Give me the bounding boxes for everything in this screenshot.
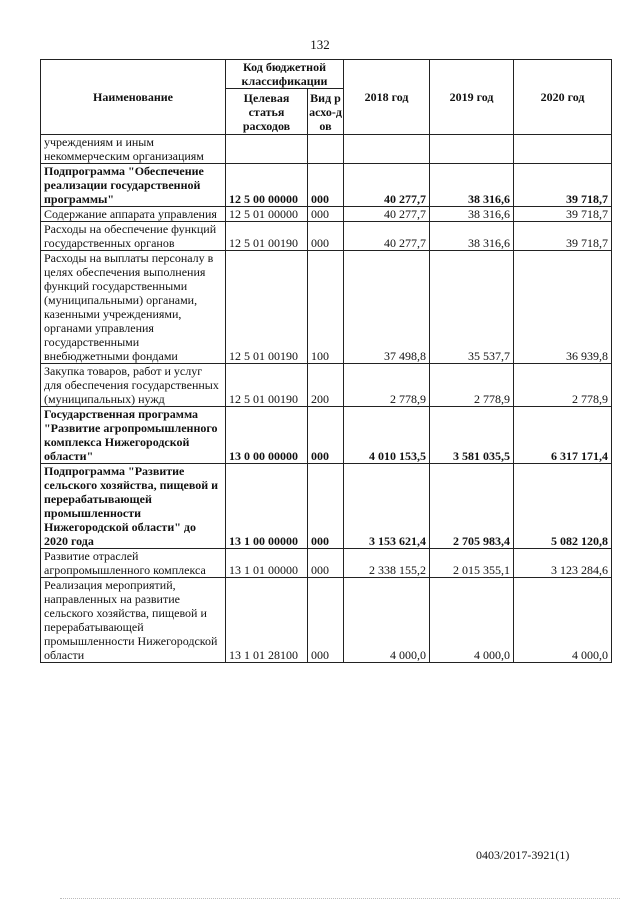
row-value-2018: 2 338 155,2 — [344, 549, 430, 578]
row-value-2018 — [344, 135, 430, 164]
row-target-article: 12 5 01 00190 — [226, 251, 308, 364]
table-row — [41, 222, 612, 251]
row-value-2020: 6 317 171,4 — [514, 407, 612, 464]
row-value-2018: 2 778,9 — [344, 364, 430, 407]
row-target-article: 12 5 01 00190 — [226, 222, 308, 251]
row-value-2019: 2 015 355,1 — [430, 549, 514, 578]
table-row — [41, 207, 612, 222]
row-value-2020: 39 718,7 — [514, 207, 612, 222]
table-row — [41, 407, 612, 464]
row-name: Подпрограмма "Обеспечение реализации государственной программы" — [41, 164, 226, 207]
row-target-article: 12 5 00 00000 — [226, 164, 308, 207]
table-body — [41, 135, 612, 663]
row-value-2018: 40 277,7 — [344, 222, 430, 251]
row-value-2018: 40 277,7 — [344, 207, 430, 222]
document-code: 0403/2017-3921(1) — [476, 848, 570, 862]
header-2020: 2020 год — [514, 60, 612, 135]
row-value-2020 — [514, 135, 612, 164]
row-expense-kind: 000 — [308, 549, 344, 578]
header-expense-kind: Вид расхо-дов — [309, 90, 342, 133]
row-value-2020: 39 718,7 — [514, 164, 612, 207]
row-value-2019: 2 778,9 — [430, 364, 514, 407]
row-value-2020: 4 000,0 — [514, 578, 612, 663]
row-target-article: 13 1 01 00000 — [226, 549, 308, 578]
table-row — [41, 549, 612, 578]
row-expense-kind: 000 — [308, 222, 344, 251]
row-name: учреждениям и иным некоммерческим организациям — [41, 135, 226, 164]
row-value-2020: 5 082 120,8 — [514, 464, 612, 549]
row-target-article — [226, 135, 308, 164]
row-name: Расходы на выплаты персоналу в целях обеспечения выполнения функций государственными (муниципальными) органами, казенными учреждениями, органами управления государственными внебюджетными фондами — [41, 251, 226, 364]
table-row — [41, 251, 612, 364]
table-row — [41, 135, 612, 164]
row-value-2020: 2 778,9 — [514, 364, 612, 407]
row-name: Реализация мероприятий, направленных на развитие сельского хозяйства, пищевой и перерабатывающей промышленности Нижегородской области — [41, 578, 226, 663]
row-name: Государственная программа "Развитие агропромышленного комплекса Нижегородской области" — [41, 407, 226, 464]
header-2018: 2018 год — [344, 60, 430, 135]
row-value-2019 — [430, 135, 514, 164]
row-expense-kind: 000 — [308, 578, 344, 663]
row-expense-kind: 000 — [308, 464, 344, 549]
table-row — [41, 364, 612, 407]
budget-table — [40, 59, 612, 663]
row-value-2019: 2 705 983,4 — [430, 464, 514, 549]
row-value-2019: 38 316,6 — [430, 207, 514, 222]
row-value-2019: 38 316,6 — [430, 222, 514, 251]
row-value-2019: 38 316,6 — [430, 164, 514, 207]
row-expense-kind: 200 — [308, 364, 344, 407]
row-name: Расходы на обеспечение функций государственных органов — [41, 222, 226, 251]
row-value-2020: 36 939,8 — [514, 251, 612, 364]
row-value-2018: 4 010 153,5 — [344, 407, 430, 464]
row-name: Развитие отраслей агропромышленного комплекса — [41, 549, 226, 578]
row-name: Содержание аппарата управления — [41, 207, 226, 222]
row-value-2018: 40 277,7 — [344, 164, 430, 207]
row-value-2020: 39 718,7 — [514, 222, 612, 251]
header-2019: 2019 год — [430, 60, 514, 135]
row-expense-kind: 000 — [308, 407, 344, 464]
table-row — [41, 464, 612, 549]
row-value-2019: 35 537,7 — [430, 251, 514, 364]
page-number: 132 — [310, 37, 330, 52]
row-value-2019: 4 000,0 — [430, 578, 514, 663]
header-target-article: Целевая статья расходов — [226, 89, 308, 135]
row-value-2019: 3 581 035,5 — [430, 407, 514, 464]
row-value-2018: 3 153 621,4 — [344, 464, 430, 549]
row-target-article: 13 1 00 00000 — [226, 464, 308, 549]
row-expense-kind: 100 — [308, 251, 344, 364]
row-name: Закупка товаров, работ и услуг для обеспечения государственных (муниципальных) нужд — [41, 364, 226, 407]
table-row — [41, 578, 612, 663]
row-value-2020: 3 123 284,6 — [514, 549, 612, 578]
row-expense-kind: 000 — [308, 207, 344, 222]
row-expense-kind — [308, 135, 344, 164]
header-budget-code: Код бюджетной классификации — [226, 60, 344, 89]
row-value-2018: 37 498,8 — [344, 251, 430, 364]
row-target-article: 12 5 01 00000 — [226, 207, 308, 222]
scan-artifact-line — [60, 898, 620, 899]
row-target-article: 13 1 01 28100 — [226, 578, 308, 663]
row-target-article: 13 0 00 00000 — [226, 407, 308, 464]
row-target-article: 12 5 01 00190 — [226, 364, 308, 407]
table-row — [41, 164, 612, 207]
header-name: Наименование — [41, 60, 226, 135]
row-expense-kind: 000 — [308, 164, 344, 207]
row-value-2018: 4 000,0 — [344, 578, 430, 663]
row-name: Подпрограмма "Развитие сельского хозяйства, пищевой и перерабатывающей промышленности Нижегородской области" до 2020 года — [41, 464, 226, 549]
